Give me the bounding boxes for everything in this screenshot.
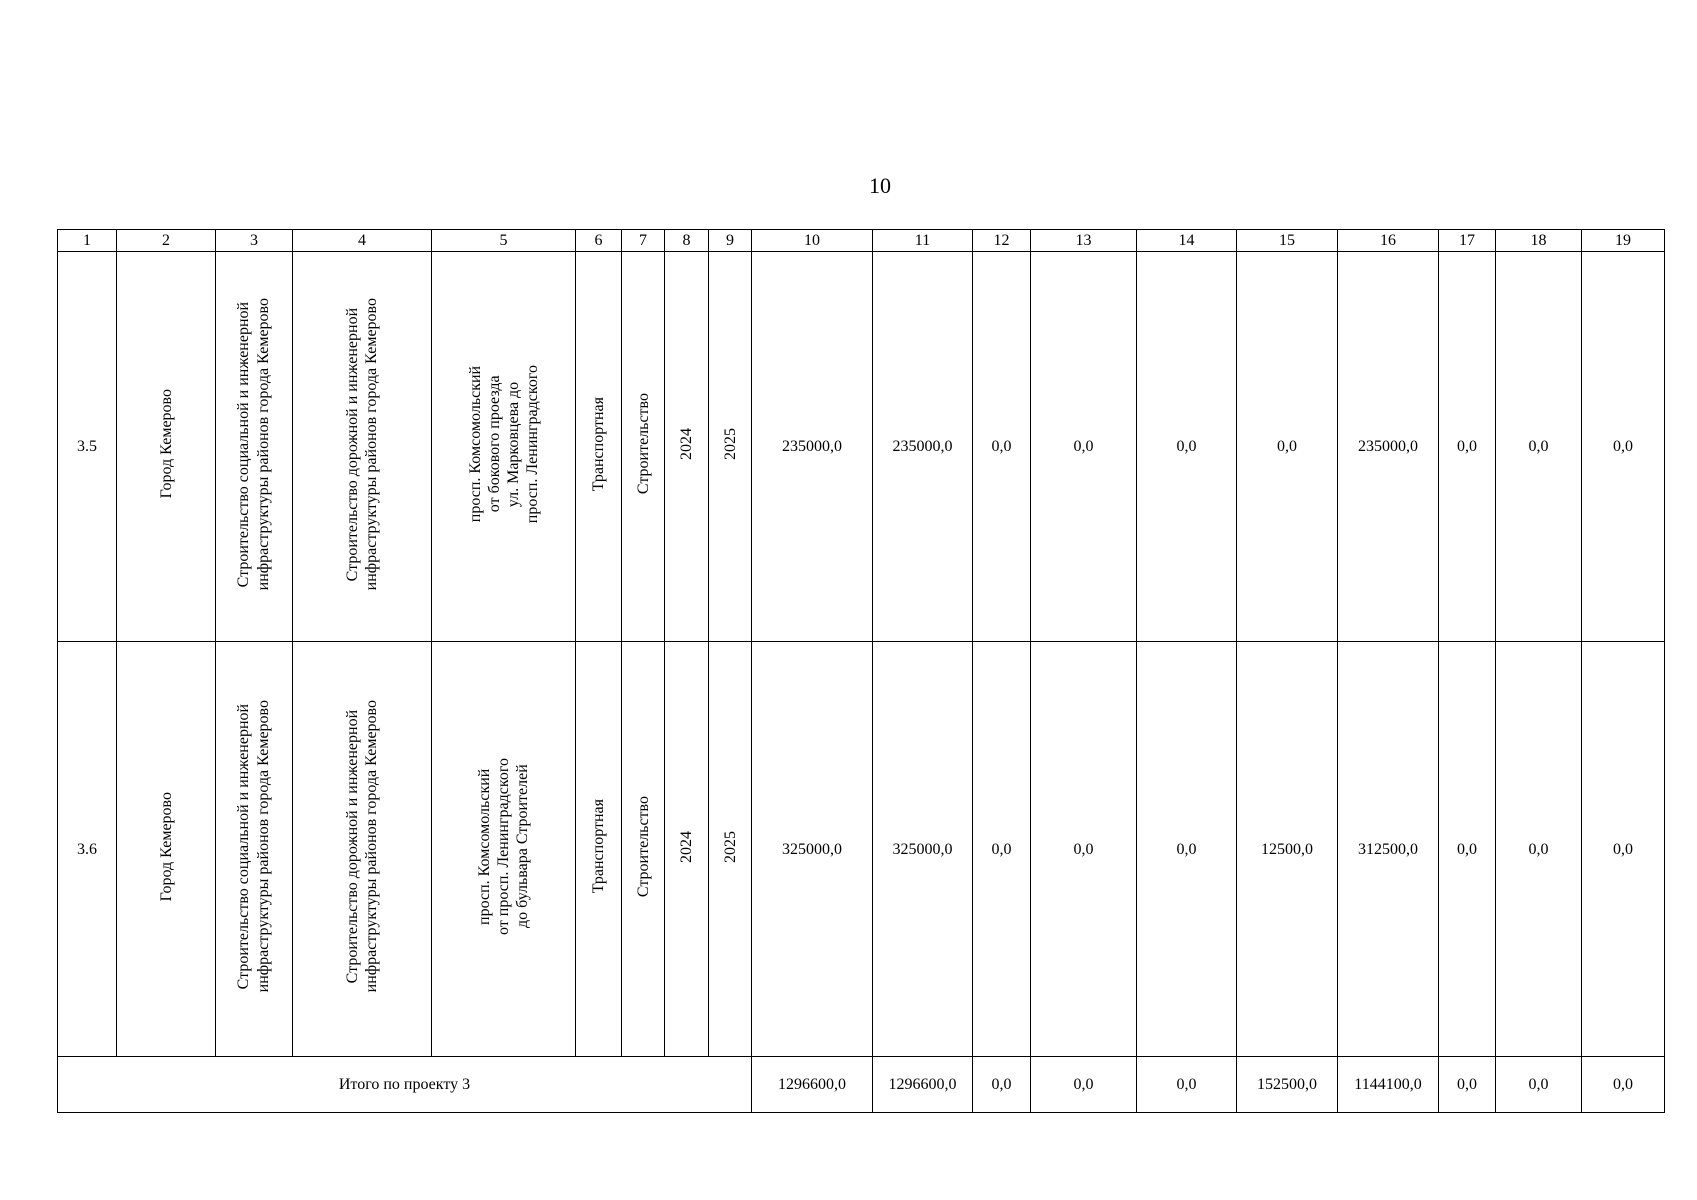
subprogram-text xyxy=(343,700,381,992)
column-number: 19 xyxy=(1582,230,1665,252)
start-year-text: 2024 xyxy=(678,428,695,460)
value-cell: 0,0 xyxy=(1137,252,1237,642)
type-text: Транспортная xyxy=(590,396,607,492)
total-value: 0,0 xyxy=(1582,1057,1665,1113)
total-label: Итого по проекту 3 xyxy=(58,1057,752,1113)
column-number: 10 xyxy=(752,230,873,252)
table-row xyxy=(58,252,1665,642)
value-cell: 0,0 xyxy=(1582,642,1665,1057)
object-line: ул. Марковцева до xyxy=(504,381,522,507)
object-line: до бульвара Строителей xyxy=(514,764,531,929)
value-cell: 325000,0 xyxy=(752,642,873,1057)
work-text: Строительство xyxy=(634,795,652,898)
end-year-cell xyxy=(709,642,752,1057)
column-number: 15 xyxy=(1237,230,1338,252)
territory-text: Город Кемерово xyxy=(157,389,175,499)
value-cell: 312500,0 xyxy=(1338,642,1439,1057)
column-number: 4 xyxy=(293,230,432,252)
type-text: Транспортная xyxy=(590,799,607,894)
territory-cell xyxy=(117,642,216,1057)
start-year-cell xyxy=(665,252,709,642)
value-cell: 0,0 xyxy=(1439,252,1496,642)
column-number: 17 xyxy=(1439,230,1496,252)
start-year-text: 2024 xyxy=(678,830,695,863)
object-cell xyxy=(432,642,576,1057)
total-value: 0,0 xyxy=(1137,1057,1237,1113)
work-text: Строительство xyxy=(634,393,652,495)
end-year-cell xyxy=(709,252,752,642)
row-number: 3.6 xyxy=(58,642,117,1057)
total-value: 1296600,0 xyxy=(752,1057,873,1113)
start-year-cell xyxy=(665,642,709,1057)
column-number-row xyxy=(58,230,1665,252)
object-line: просп. Комсомольский xyxy=(466,365,484,523)
column-number: 3 xyxy=(216,230,293,252)
subprogram-cell xyxy=(293,642,432,1057)
territory-cell xyxy=(117,252,216,642)
program-text xyxy=(234,700,274,992)
program-line: Строительство социальной и инженерной xyxy=(235,703,252,990)
end-year-text: 2025 xyxy=(721,428,739,460)
column-number: 6 xyxy=(576,230,622,252)
object-line: просп. Ленинградского xyxy=(523,364,541,524)
column-number: 8 xyxy=(665,230,709,252)
total-value: 0,0 xyxy=(1031,1057,1137,1113)
project-table xyxy=(57,229,1665,1113)
total-value: 152500,0 xyxy=(1237,1057,1338,1113)
value-cell: 0,0 xyxy=(1582,252,1665,642)
total-value: 1144100,0 xyxy=(1338,1057,1439,1113)
value-cell: 0,0 xyxy=(973,252,1031,642)
value-cell: 12500,0 xyxy=(1237,642,1338,1057)
subprogram-cell xyxy=(293,252,432,642)
object-line: от бокового проезда xyxy=(485,375,503,513)
value-cell: 0,0 xyxy=(973,642,1031,1057)
total-value: 0,0 xyxy=(1496,1057,1582,1113)
column-number: 12 xyxy=(973,230,1031,252)
total-value: 1296600,0 xyxy=(873,1057,973,1113)
total-value: 0,0 xyxy=(973,1057,1031,1113)
page-number: 10 xyxy=(869,173,891,198)
value-cell: 0,0 xyxy=(1439,642,1496,1057)
type-cell xyxy=(576,252,622,642)
subprogram-line: инфраструктуры районов города Кемерово xyxy=(363,700,380,993)
value-cell: 0,0 xyxy=(1031,642,1137,1057)
type-cell xyxy=(576,642,622,1057)
subprogram-text xyxy=(343,298,381,590)
value-cell: 0,0 xyxy=(1031,252,1137,642)
object-line: от просп. Ленинградского xyxy=(495,758,512,935)
program-cell xyxy=(216,642,293,1057)
value-cell: 325000,0 xyxy=(873,642,973,1057)
program-text xyxy=(234,298,274,590)
column-number: 2 xyxy=(117,230,216,252)
program-cell xyxy=(216,252,293,642)
column-number: 7 xyxy=(622,230,665,252)
subprogram-line: инфраструктуры районов города Кемерово xyxy=(363,297,380,591)
value-cell: 0,0 xyxy=(1496,252,1582,642)
program-line: инфраструктуры районов города Кемерово xyxy=(255,297,272,591)
table-row xyxy=(58,642,1665,1057)
column-number: 11 xyxy=(873,230,973,252)
column-number: 9 xyxy=(709,230,752,252)
row-number: 3.5 xyxy=(58,252,117,642)
column-number: 16 xyxy=(1338,230,1439,252)
object-text xyxy=(475,758,532,935)
object-line: просп. Комсомольский xyxy=(476,768,493,925)
value-cell: 0,0 xyxy=(1237,252,1338,642)
value-cell: 0,0 xyxy=(1496,642,1582,1057)
territory-text: Город Кемерово xyxy=(157,791,175,902)
subprogram-line: Строительство дорожной и инженерной xyxy=(344,709,361,984)
value-cell: 235000,0 xyxy=(752,252,873,642)
column-number: 5 xyxy=(432,230,576,252)
column-number: 18 xyxy=(1496,230,1582,252)
program-line: Строительство социальной и инженерной xyxy=(235,301,252,587)
work-cell xyxy=(622,252,665,642)
column-number: 1 xyxy=(58,230,117,252)
object-cell xyxy=(432,252,576,642)
subprogram-line: Строительство дорожной и инженерной xyxy=(344,307,361,581)
value-cell: 235000,0 xyxy=(1338,252,1439,642)
value-cell: 0,0 xyxy=(1137,642,1237,1057)
program-line: инфраструктуры районов города Кемерово xyxy=(255,700,272,993)
work-cell xyxy=(622,642,665,1057)
column-number: 14 xyxy=(1137,230,1237,252)
column-number: 13 xyxy=(1031,230,1137,252)
total-row xyxy=(58,1057,1665,1113)
total-value: 0,0 xyxy=(1439,1057,1496,1113)
value-cell: 235000,0 xyxy=(873,252,973,642)
end-year-text: 2025 xyxy=(721,830,739,863)
object-text xyxy=(466,365,542,523)
